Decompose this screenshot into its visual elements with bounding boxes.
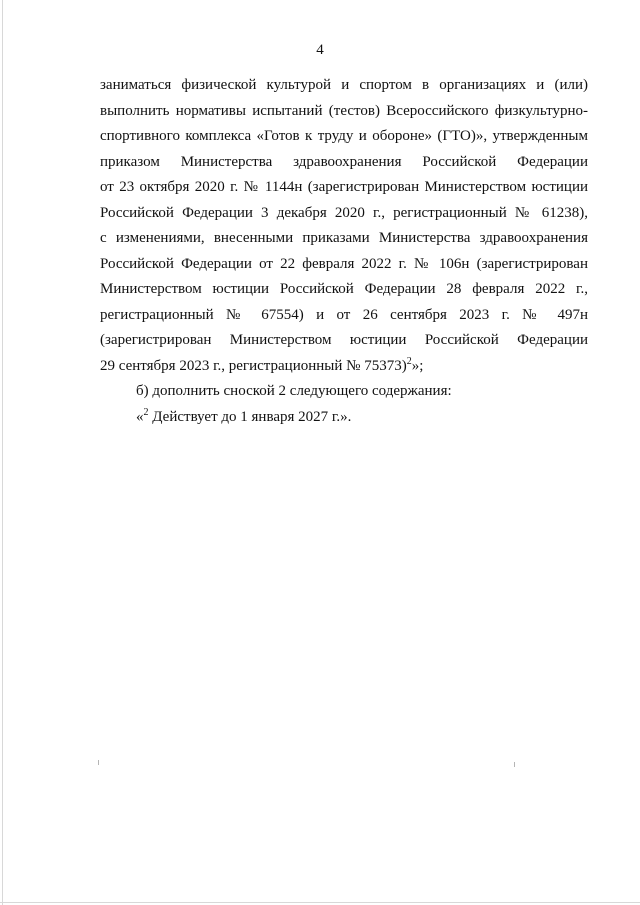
final-line-text: 29 сентября 2023 г., регистрационный № 75373) [100,357,407,374]
text-line: Российской Федерации от 22 февраля 2022 г. № 106н (зарегистрирован [100,255,588,272]
scan-speck [514,762,515,767]
scan-left-edge [2,0,3,905]
footnote-open-quote: « [136,408,144,425]
text-line: Министерством юстиции Российской Федерации 28 февраля 2022 г., [100,281,588,297]
footnote-marker: 2 [406,355,412,367]
text-line: с изменениями, внесенными приказами Министерства здравоохранения [100,230,588,246]
text-line: заниматься физической культурой и спортом в организациях и (или) [100,77,588,93]
text-line: от 23 октября 2020 г. № 1144н (зарегистрирован Министерством юстиции [100,179,588,195]
subparagraph-b: б) дополнить сноской 2 следующего содержания: [136,383,452,399]
scan-speck [98,760,99,765]
text-line: спортивного комплекса «Готов к труду и обороне» (ГТО)», утвержденным [100,128,588,144]
footnote-number: 2 [143,406,149,418]
text-line: Российской Федерации 3 декабря 2020 г., регистрационный № 61238), [100,204,588,221]
footnote-body: Действует до 1 января 2027 г.». [148,408,352,425]
text-line-final [100,354,588,380]
page-number: 4 [316,42,324,58]
final-line-tail: »; [411,357,424,374]
footnote-text [100,405,588,431]
document-body [100,73,588,430]
text-line: приказом Министерства здравоохранения Российской Федерации [100,153,588,170]
scan-bottom-edge [0,902,640,903]
text-line: регистрационный № 67554) и от 26 сентября 2023 г. № 497н [100,306,588,323]
text-line: (зарегистрирован Министерством юстиции Российской Федерации [100,332,588,348]
text-line: выполнить нормативы испытаний (тестов) Всероссийского физкультурно- [100,102,588,119]
